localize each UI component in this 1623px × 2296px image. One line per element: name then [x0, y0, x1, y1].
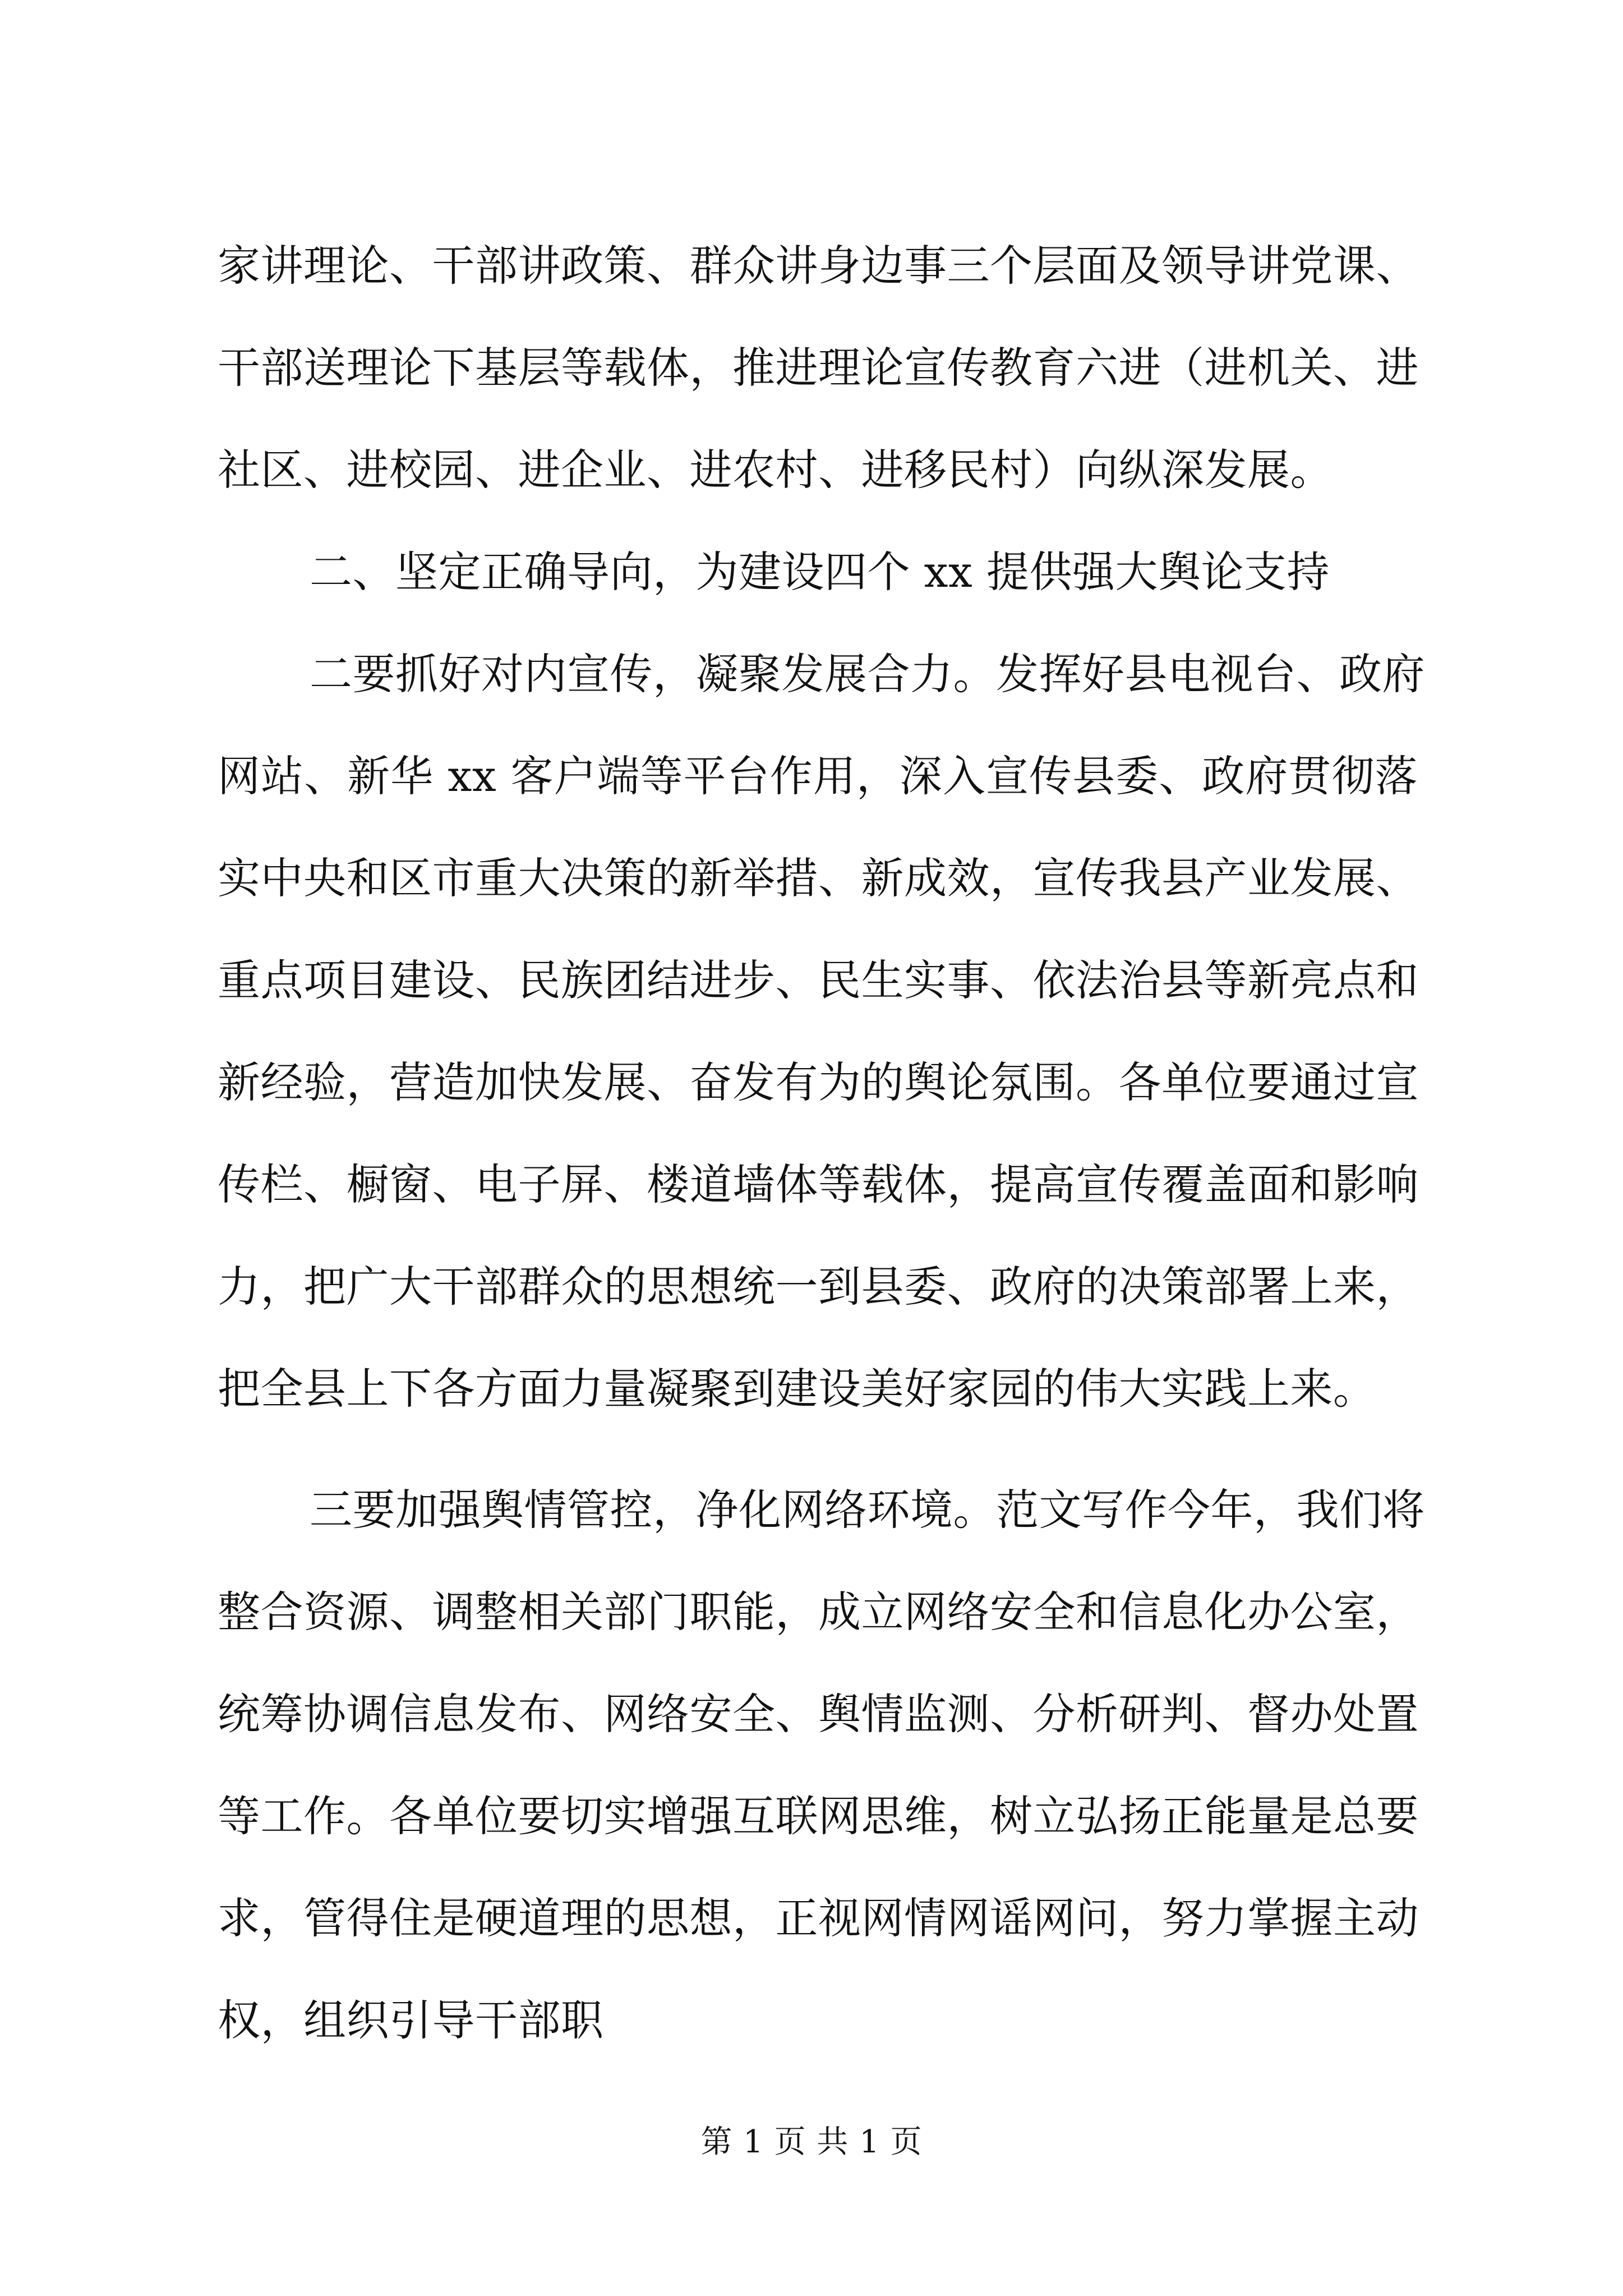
document-body: [218, 241, 1425, 2098]
paragraph-line: 把全县上下各方面力量凝聚到建设美好家园的伟大实践上来。: [218, 1364, 1376, 1414]
paragraph-line: 整合资源、调整相关部门职能，成立网络安全和信息化办公室，: [218, 1587, 1419, 1637]
paragraph-line: 等工作。各单位要切实增强互联网思维，树立弘扬正能量是总要: [218, 1791, 1419, 1841]
paragraph-line: 重点项目建设、民族团结进步、民生实事、依法治县等新亮点和: [218, 955, 1419, 1005]
paragraph-line: 统筹协调信息发布、网络安全、舆情监测、分析研判、督办处置: [218, 1689, 1419, 1739]
paragraph-line: 三要加强舆情管控，净化网络环境。范文写作今年，我们将: [310, 1485, 1425, 1535]
paragraph-line: 社区、进校园、进企业、进农村、进移民村）向纵深发展。: [218, 445, 1333, 495]
paragraph-line: 力，把广大干部群众的思想统一到县委、政府的决策部署上来，: [218, 1262, 1419, 1312]
paragraph-line: 家讲理论、干部讲政策、群众讲身边事三个层面及领导讲党课、: [218, 241, 1419, 291]
page-number-footer: 第 1 页 共 1 页: [700, 2124, 923, 2160]
section-heading: 二、坚定正确导向，为建设四个 xx 提供强大舆论支持: [310, 547, 1330, 597]
paragraph-line: 求，管得住是硬道理的思想，正视网情网谣网问，努力掌握主动: [218, 1893, 1419, 1943]
paragraph-line: 网站、新华 xx 客户端等平台作用，深入宣传县委、政府贯彻落: [218, 751, 1418, 801]
paragraph-line: 干部送理论下基层等载体，推进理论宣传教育六进（进机关、进: [218, 343, 1419, 393]
paragraph-line: 权，组织引导干部职: [218, 1995, 604, 2045]
paragraph-line: 传栏、橱窗、电子屏、楼道墙体等载体，提高宣传覆盖面和影响: [218, 1159, 1419, 1209]
paragraph-line: 二要抓好对内宣传，凝聚发展合力。发挥好县电视台、政府: [310, 649, 1425, 699]
paragraph-line: 新经验，营造加快发展、奋发有为的舆论氛围。各单位要通过宣: [218, 1057, 1419, 1107]
paragraph-line: 实中央和区市重大决策的新举措、新成效，宣传我县产业发展、: [218, 853, 1419, 903]
